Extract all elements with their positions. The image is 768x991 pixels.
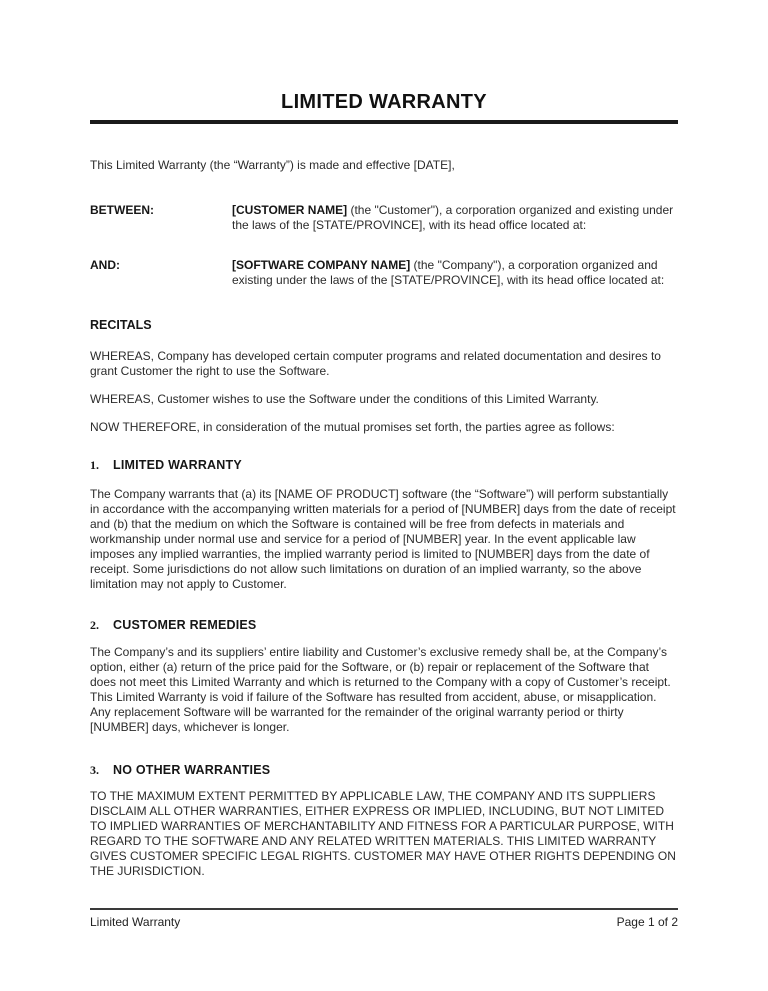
section-3-heading <box>90 763 678 778</box>
recitals-heading: RECITALS <box>90 318 152 332</box>
party-and-row <box>90 258 678 288</box>
section-2-number: 2. <box>90 618 99 632</box>
party-between-row <box>90 203 678 233</box>
section-2-body: The Company’s and its suppliers’ entire liability and Customer’s exclusive remedy shall be, at the Company’s option, either (a) return of the price paid for the Software, or (b) repair or replacement of the Software that does not meet this Limited Warranty and which is returned to the Company with a copy of Customer’s receipt. This Limited Warranty is void if failure of the Software has resulted from accident, abuse, or misapplication. Any replacement Software will be warranted for the remainder of the original warranty period or thirty [NUMBER] days, whichever is longer. <box>90 645 671 734</box>
section-3-number: 3. <box>90 763 99 777</box>
section-2-heading <box>90 618 678 633</box>
title-rule <box>90 120 678 124</box>
party-and-text: (the "Company"), a corporation organized and existing under the laws of the [STATE/PROVINCE], with its head office located at: <box>232 258 665 287</box>
section-3-title: NO OTHER WARRANTIES <box>113 763 271 777</box>
recital-paragraph-1: WHEREAS, Company has developed certain computer programs and related documentation and desires to grant Customer the right to use the Software. <box>90 349 661 378</box>
intro-paragraph: This Limited Warranty (the “Warranty”) is made and effective [DATE], <box>90 158 455 172</box>
party-between-label: BETWEEN: <box>90 203 154 217</box>
footer-document-name: Limited Warranty <box>90 915 181 929</box>
page-footer <box>90 908 678 930</box>
section-3-body: TO THE MAXIMUM EXTENT PERMITTED BY APPLICABLE LAW, THE COMPANY AND ITS SUPPLIERS DISCLAIM ALL OTHER WARRANTIES, EITHER EXPRESS OR IMPLIED, INCLUDING, BUT NOT LIMITED TO IMPLIED WARRANTIES OF MERCHANTABILITY AND FITNESS FOR A PARTICULAR PURPOSE, WITH REGARD TO THE SOFTWARE AND ANY RELATED WRITTEN MATERIALS. THIS LIMITED WARRANTY GIVES CUSTOMER SPECIFIC LEGAL RIGHTS. CUSTOMER MAY HAVE OTHER RIGHTS DEPENDING ON THE JURISDICTION. <box>90 789 676 878</box>
section-1-number: 1. <box>90 458 99 472</box>
recital-paragraph-3: NOW THEREFORE, in consideration of the mutual promises set forth, the parties agree as follows: <box>90 420 615 434</box>
section-1-body: The Company warrants that (a) its [NAME OF PRODUCT] software (the “Software”) will perform substantially in accordance with the accompanying written materials for a period of [NUMBER] days from the date of receipt and (b) that the medium on which the Software is contained will be free from defects in materials and workmanship under normal use and service for a period of [NUMBER] year. In the event applicable law imposes any implied warranties, the implied warranty period is limited to [NUMBER] days from the date of receipt. Some jurisdictions do not allow such limitations on duration of an implied warranty, so the above limitation may not apply to Customer. <box>90 487 676 591</box>
recital-paragraph-2: WHEREAS, Customer wishes to use the Software under the conditions of this Limited Warranty. <box>90 392 599 406</box>
party-and-description <box>232 258 678 288</box>
section-1-title: LIMITED WARRANTY <box>113 458 242 472</box>
party-between-text: (the "Customer"), a corporation organized and existing under the laws of the [STATE/PROVINCE], with its head office located at: <box>232 203 674 232</box>
document-title: LIMITED WARRANTY <box>281 91 487 113</box>
party-between-description <box>232 203 678 233</box>
footer-page-number: Page 1 of 2 <box>616 915 678 929</box>
document-content <box>90 0 678 879</box>
company-name-placeholder: [SOFTWARE COMPANY NAME] <box>232 258 411 272</box>
customer-name-placeholder: [CUSTOMER NAME] <box>232 203 348 217</box>
section-1-heading <box>90 458 678 473</box>
section-2-title: CUSTOMER REMEDIES <box>113 618 257 632</box>
party-and-label: AND: <box>90 258 120 272</box>
